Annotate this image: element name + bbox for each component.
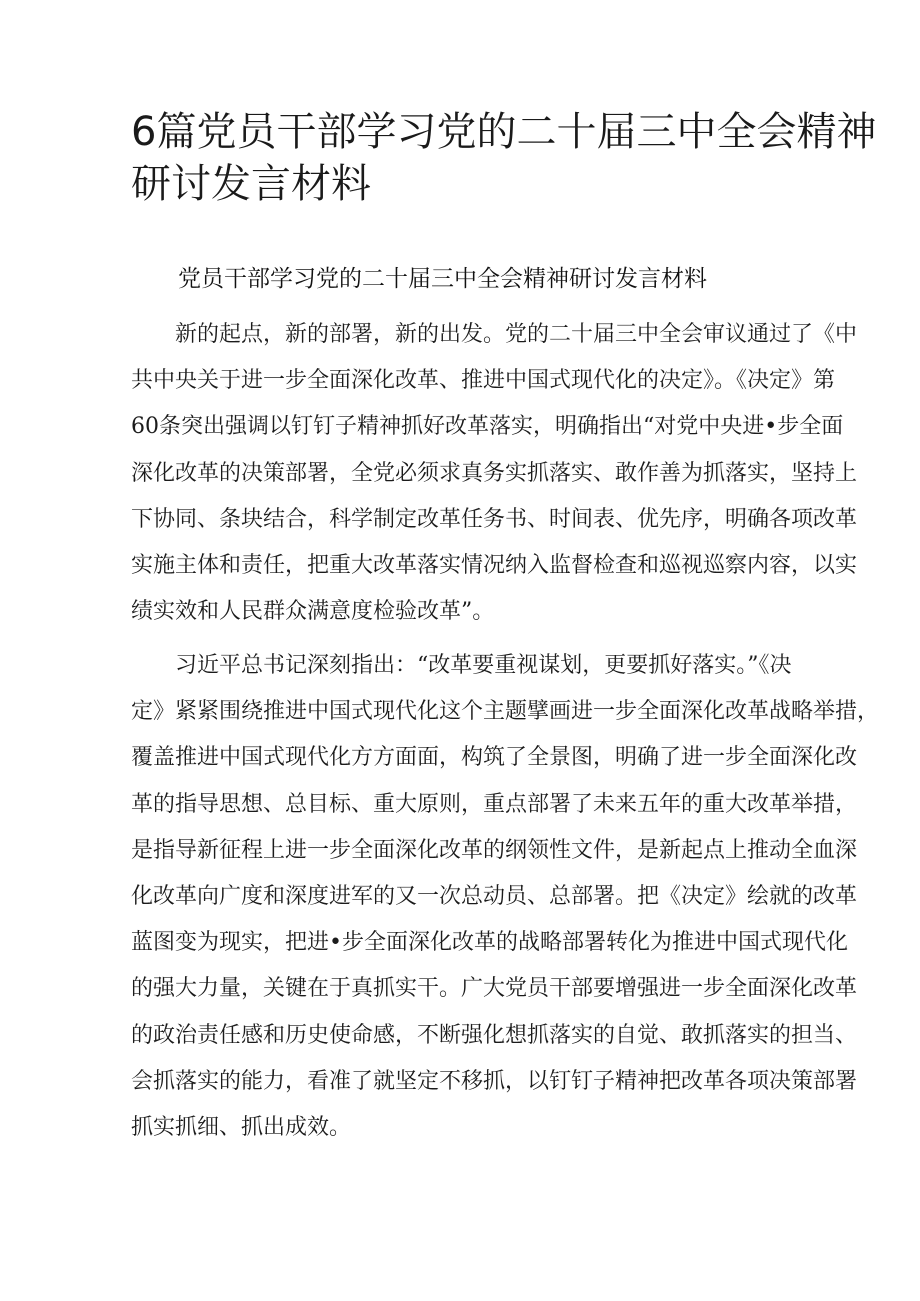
paragraph-line: 深化改革的决策部署，全党必须求真务实抓落实、敢作善为抓落实，坚持上 xyxy=(131,460,858,486)
paragraph-line: 定》紧紧围绕推进中国式现代化这个主题擘画进一步全面深化改革战略举措， xyxy=(131,699,880,725)
paragraph-line: 实施主体和责任，把重大改革落实情况纳入监督检查和巡视巡察内容，以实 xyxy=(131,552,858,578)
paragraph-line: 的强大力量，关键在于真抓实干。广大党员干部要增强进一步全面深化改革 xyxy=(131,976,858,1002)
paragraph-line: 的政治责任感和历史使命感，不断强化想抓落实的自觉、敢抓落实的担当、 xyxy=(131,1022,858,1048)
section-heading: 党员干部学习党的二十届三中全会精神研讨发言材料 xyxy=(178,266,707,292)
paragraph-line: 绩实效和人民群众满意度检验改革”。 xyxy=(131,599,495,625)
document-title-line: 研讨发言材料 xyxy=(131,161,371,207)
document-title xyxy=(131,106,877,210)
paragraph-line: 蓝图变为现实，把进•步全面深化改革的战略部署转化为推进中国式现代化 xyxy=(131,930,848,956)
paragraph-line: 会抓落实的能力，看准了就坚定不移抓，以钉钉子精神把改革各项决策部署 xyxy=(131,1068,858,1094)
paragraph-line: 是指导新征程上进一步全面深化改革的纲领性文件，是新起点上推动全血深 xyxy=(131,837,858,863)
paragraph-line: 革的指导思想、总目标、重大原则，重点部署了未来五年的重大改革举措， xyxy=(131,791,858,817)
paragraph-1 xyxy=(131,312,858,635)
paragraph-line: 60条突出强调以钉钉子精神抓好改革落实，明确指出“对党中央进•步全面 xyxy=(131,414,844,440)
paragraph-line: 覆盖推进中国式现代化方方面面，构筑了全景图，明确了进一步全面深化改 xyxy=(131,745,858,771)
paragraph-2 xyxy=(131,643,880,1151)
paragraph-line: 新的起点，新的部署，新的出发。党的二十届三中全会审议通过了《中 xyxy=(175,322,858,347)
paragraph-line: 抓实抓细、抓出成效。 xyxy=(131,1114,352,1140)
paragraph-line: 共中央关于进一步全面深化改革、推进中国式现代化的决定》。《决定》第 xyxy=(131,368,836,394)
paragraph-line: 习近平总书记深刻指出：“改革要重视谋划，更要抓好落实。”《决 xyxy=(175,653,792,678)
document-title-line: 6篇党员干部学习党的二十届三中全会精神 xyxy=(131,109,877,155)
paragraph-line: 下协同、条块结合，科学制定改革任务书、时间表、优先序，明确各项改革 xyxy=(131,506,858,532)
paragraph-line: 化改革向广度和深度进军的又一次总动员、总部署。把《决定》绘就的改革 xyxy=(131,883,858,909)
